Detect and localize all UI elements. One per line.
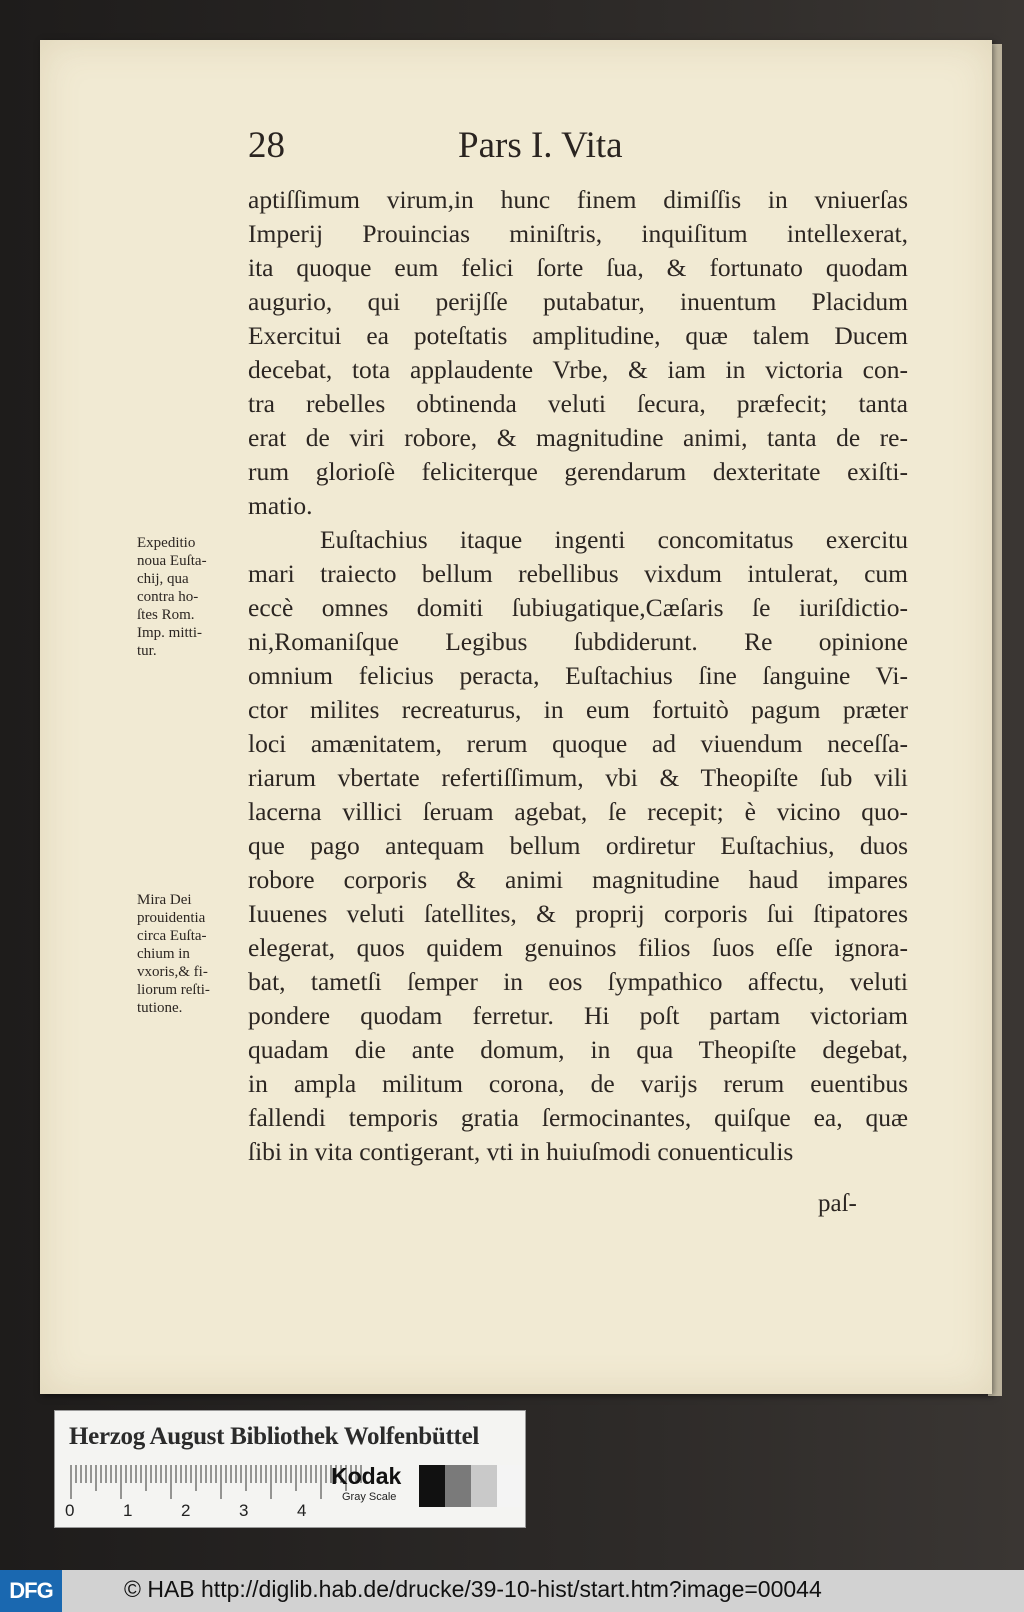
text-line: fallendi temporis gratia ſermocinantes, quiſque ea, quæ	[248, 1103, 908, 1132]
margin-note-line: circa Euſta-	[137, 928, 207, 944]
margin-note-line: prouidentia	[137, 910, 206, 926]
margin-note-line: chij, qua	[137, 571, 189, 587]
margin-note-line: liorum reſti-	[137, 982, 210, 998]
dfg-logo: DFG	[0, 1570, 62, 1612]
gray-swatches	[419, 1465, 523, 1507]
library-name: Herzog August Bibliothek Wolfenbüttel	[69, 1423, 480, 1450]
text-line: tra rebelles obtinenda veluti ſecura, præfecit; tanta	[248, 389, 908, 418]
text-line: omnium felicius peracta, Euſtachius ſine ſanguine Vi-	[248, 661, 908, 690]
kodak-logo: Kodak	[331, 1463, 402, 1489]
text-line: robore corporis & animi magnitudine haud impares	[248, 865, 908, 894]
text-line: matio.	[248, 491, 313, 520]
text-line: loci amænitatem, rerum quoque ad viuendum neceſſa-	[248, 729, 908, 758]
viewer-footer	[0, 1570, 1024, 1612]
text-line: ita quoque eum felici ſorte ſua, & fortunato quodam	[248, 253, 908, 282]
running-head	[248, 124, 623, 167]
margin-note-mira-dei	[137, 891, 243, 1017]
text-line: aptiſſimum virum,in hunc finem dimiſſis in vniuerſas	[248, 185, 908, 214]
body-text	[248, 183, 908, 1169]
text-line: Imperij Prouincias miniſtris, inquiſitum intellexerat,	[248, 219, 908, 248]
text-line: rum glorioſè feliciterque gerendarum dexteritate exiſti-	[248, 457, 908, 486]
text-line: erat de viri robore, & magnitudine animi, tanta de re-	[248, 423, 908, 452]
text-line: quadam die ante domum, in qua Theopiſte degebat,	[248, 1035, 908, 1064]
gray-swatch	[445, 1465, 471, 1507]
margin-note-line: tur.	[137, 643, 157, 659]
margin-note-line: vxoris,& fi-	[137, 964, 208, 980]
text-line: augurio, qui perijſſe putabatur, inuentum Placidum	[248, 287, 908, 316]
ruler-number: 4	[297, 1501, 307, 1520]
gray-swatch	[471, 1465, 497, 1507]
ruler-scale	[69, 1465, 367, 1499]
text-line: bat, tametſi ſemper in eos ſympathico affectu, veluti	[248, 967, 908, 996]
text-line: ni,Romaniſque Legibus ſubdiderunt. Re opinione	[248, 627, 908, 656]
ruler-number: 2	[181, 1501, 191, 1520]
margin-note-line: Expeditio	[137, 535, 196, 551]
text-line: lacerna villici ſeruam agebat, ſe recepit; è vicino quo-	[248, 797, 908, 826]
margin-note-line: Imp. mitti-	[137, 625, 202, 641]
margin-note-line: tutione.	[137, 1000, 183, 1016]
text-line: mari traiecto bellum rebellibus vixdum intulerat, cum	[248, 559, 908, 588]
gray-swatch	[419, 1465, 445, 1507]
text-line: Euſtachius itaque ingenti concomitatus exercitu	[320, 525, 908, 554]
margin-note-line: noua Euſta-	[137, 553, 207, 569]
running-title: Pars I. Vita	[458, 125, 623, 166]
text-line: ctor milites recreaturus, in eum fortuitò pagum præter	[248, 695, 908, 724]
text-line: pondere quodam ferretur. Hi poſt partam victoriam	[248, 1001, 908, 1030]
ruler-number: 3	[239, 1501, 249, 1520]
margin-note-expeditio	[137, 534, 243, 660]
text-line: Exercitui ea poteſtatis amplitudine, quæ talem Ducem	[248, 321, 908, 350]
text-line: Iuuenes veluti ſatellites, & proprij corporis ſui ſtipatores	[248, 899, 908, 928]
ruler-number: 0	[65, 1501, 75, 1520]
text-line: que pago antequam bellum ordiretur Euſtachius, duos	[248, 831, 908, 860]
copyright-url[interactable]: © HAB http://diglib.hab.de/drucke/39-10-hist/start.htm?image=00044	[124, 1576, 822, 1602]
text-line: decebat, tota applaudente Vrbe, & iam in victoria con-	[248, 355, 908, 384]
text-line: elegerat, quos quidem genuinos filios ſuos eſſe ignora-	[248, 933, 908, 962]
margin-note-line: contra ho-	[137, 589, 199, 605]
color-calibration-bar	[54, 1410, 526, 1528]
catchword: paſ-	[818, 1190, 857, 1217]
margin-note-line: ſtes Rom.	[137, 607, 195, 623]
gray-scale-label: Gray Scale	[342, 1491, 397, 1503]
ruler-number: 1	[123, 1501, 133, 1520]
margin-note-line: chium in	[137, 946, 190, 962]
text-line: riarum vbertate refertiſſimum, vbi & Theopiſte ſub vili	[248, 763, 908, 792]
text-line: in ampla militum corona, de varijs rerum euentibus	[248, 1069, 908, 1098]
margin-note-line: Mira Dei	[137, 892, 192, 908]
gray-swatch	[497, 1465, 523, 1507]
text-line: ſibi in vita contigerant, vti in huiuſmodi conuenticulis	[248, 1137, 794, 1166]
text-line: eccè omnes domiti ſubiugatique,Cæſaris ſe iuriſdictio-	[248, 593, 908, 622]
page-number: 28	[248, 125, 285, 166]
